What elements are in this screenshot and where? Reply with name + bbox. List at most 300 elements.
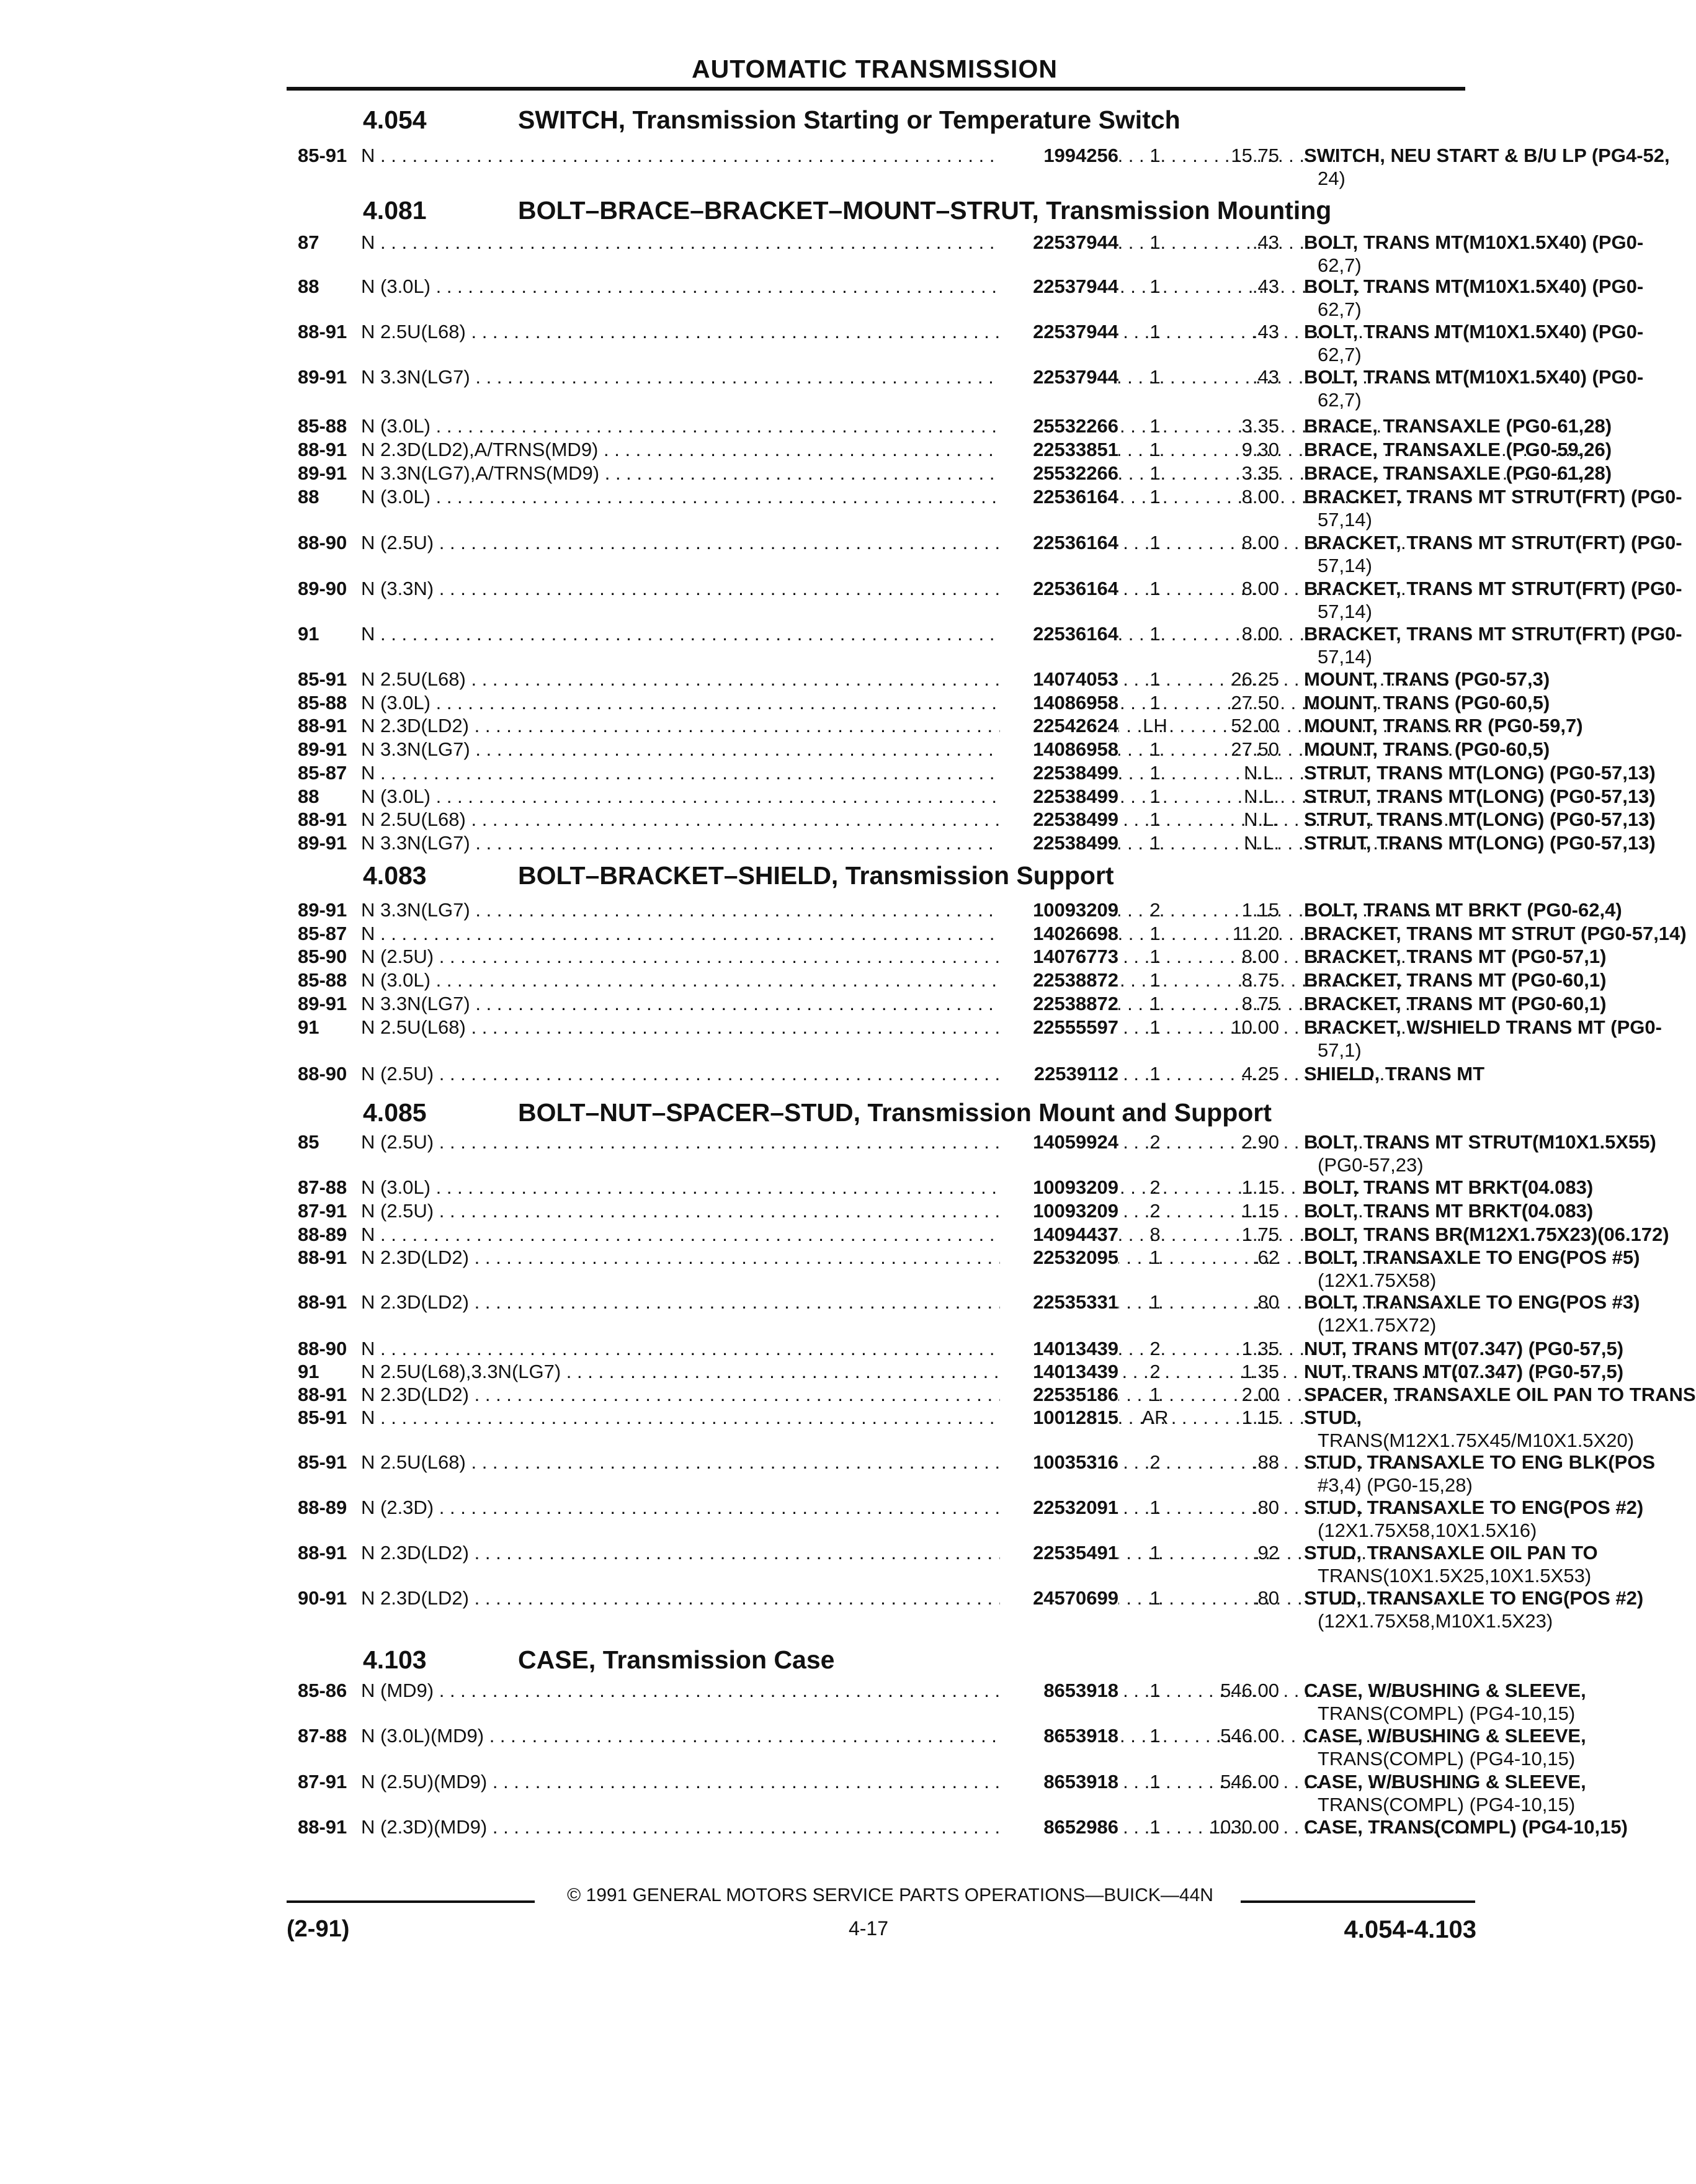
description bbox=[1304, 231, 1644, 277]
description-line-1: BRACE, TRANSAXLE (PG0-61,28) bbox=[1304, 415, 1612, 437]
quantity: 1 bbox=[1149, 623, 1161, 645]
quantity: LH bbox=[1143, 715, 1167, 736]
description-line-1: BRACKET, TRANS MT STRUT (PG0-57,14) bbox=[1304, 923, 1687, 944]
part-number: 24570699 bbox=[1000, 1587, 1118, 1609]
part-number: 22538872 bbox=[1000, 992, 1118, 1015]
price: .43 bbox=[1252, 275, 1279, 297]
description bbox=[1304, 1770, 1586, 1816]
description bbox=[1304, 1679, 1586, 1725]
price: 1.15 bbox=[1241, 1200, 1279, 1222]
description-line-1: BRACKET, TRANS MT STRUT(FRT) (PG0- bbox=[1304, 578, 1682, 599]
description-line-2: (PG0-57,23) bbox=[1318, 1154, 1424, 1176]
description-line-1: STRUT, TRANS MT(LONG) (PG0-57,13) bbox=[1304, 808, 1656, 830]
quantity: 1 bbox=[1149, 1063, 1161, 1085]
quantity: 1 bbox=[1149, 993, 1161, 1014]
quantity: 1 bbox=[1149, 415, 1161, 437]
description-line-2: (12X1.75X58,10X1.5X16) bbox=[1318, 1519, 1537, 1541]
model-years: 87-88 bbox=[298, 1725, 347, 1747]
price: 8.75 bbox=[1241, 969, 1279, 991]
part-number: 22538499 bbox=[1000, 831, 1118, 854]
model-years: 89-91 bbox=[298, 832, 347, 854]
part-number: 22555597 bbox=[1000, 1016, 1118, 1039]
application: N . . . bbox=[361, 1337, 997, 1360]
section-title: CASE, Transmission Case bbox=[518, 1645, 835, 1674]
application: N 3.3N(LG7) . . . bbox=[361, 992, 997, 1015]
model-years: 88-91 bbox=[298, 321, 347, 342]
part-number: 22537944 bbox=[1000, 365, 1118, 388]
model-years: 88-91 bbox=[298, 1291, 347, 1313]
model-years: 88-90 bbox=[298, 532, 347, 553]
price: 1.35 bbox=[1241, 1361, 1279, 1382]
quantity: 1 bbox=[1149, 145, 1161, 166]
description-line-1: STUD, bbox=[1304, 1407, 1362, 1428]
description bbox=[1304, 668, 1550, 691]
description-line-1: STUD, TRANSAXLE TO ENG(POS #2) bbox=[1304, 1587, 1644, 1609]
part-number: 1994256 bbox=[1000, 144, 1118, 167]
footer-copyright: © 1991 GENERAL MOTORS SERVICE PARTS OPERATIONS—BUICK—44N bbox=[567, 1885, 1213, 1905]
part-number: 10093209 bbox=[1000, 1176, 1118, 1199]
quantity: 1 bbox=[1149, 1771, 1161, 1792]
description bbox=[1304, 1062, 1490, 1085]
price: 8.00 bbox=[1241, 532, 1279, 553]
quantity: 1 bbox=[1149, 668, 1161, 690]
description-line-2: 57,14) bbox=[1318, 555, 1372, 576]
model-years: 85-91 bbox=[298, 668, 347, 690]
model-years: 88-91 bbox=[298, 808, 347, 830]
quantity: 1 bbox=[1149, 275, 1161, 297]
description-line-1: BOLT, TRANS MT BRKT (PG0-62,4) bbox=[1304, 899, 1622, 921]
quantity: 2 bbox=[1149, 1338, 1161, 1359]
description-line-1: BOLT, TRANS MT(M10X1.5X40) (PG0- bbox=[1304, 366, 1644, 388]
application: N . . . bbox=[361, 922, 997, 945]
description bbox=[1304, 1130, 1656, 1176]
section-title: SWITCH, Transmission Starting or Temperature Switch bbox=[518, 105, 1181, 134]
model-years: 90-91 bbox=[298, 1587, 347, 1609]
part-number: 22536164 bbox=[1000, 531, 1118, 554]
description bbox=[1304, 898, 1622, 921]
quantity: 1 bbox=[1149, 1246, 1161, 1268]
application: N (2.5U) . . . bbox=[361, 945, 997, 968]
description bbox=[1304, 320, 1644, 366]
model-years: 88 bbox=[298, 785, 319, 807]
description bbox=[1304, 1291, 1640, 1336]
price: .43 bbox=[1252, 231, 1279, 253]
description-line-2: 57,14) bbox=[1318, 601, 1372, 622]
part-number: 22535491 bbox=[1000, 1541, 1118, 1564]
description bbox=[1304, 1176, 1594, 1199]
part-number: 22542624 bbox=[1000, 714, 1118, 737]
description-line-2: TRANS(M12X1.75X45/M10X1.5X20) bbox=[1318, 1430, 1635, 1451]
application: N (3.0L) . . . bbox=[361, 485, 997, 508]
description-line-1: BRACKET, TRANS MT STRUT(FRT) (PG0- bbox=[1304, 532, 1682, 553]
price: 1.75 bbox=[1241, 1224, 1279, 1245]
quantity: 2 bbox=[1149, 1200, 1161, 1222]
description-line-2: 62,7) bbox=[1318, 344, 1362, 365]
price: 546.00 bbox=[1220, 1771, 1279, 1792]
description bbox=[1304, 1451, 1656, 1497]
part-number: 8653918 bbox=[1000, 1724, 1118, 1747]
description bbox=[1304, 275, 1644, 321]
quantity: 1 bbox=[1149, 321, 1161, 342]
description bbox=[1304, 1496, 1644, 1542]
description-line-1: CASE, W/BUSHING & SLEEVE, bbox=[1304, 1680, 1586, 1701]
quantity: 1 bbox=[1149, 923, 1161, 944]
description bbox=[1304, 144, 1670, 190]
model-years: 85-91 bbox=[298, 145, 347, 166]
description-line-1: MOUNT, TRANS (PG0-60,5) bbox=[1304, 738, 1550, 760]
description-line-1: MOUNT, TRANS (PG0-57,3) bbox=[1304, 668, 1550, 690]
description bbox=[1304, 577, 1682, 623]
application: N 2.3D(LD2),A/TRNS(MD9) . . . bbox=[361, 438, 997, 461]
price: 546.00 bbox=[1220, 1725, 1279, 1747]
description-line-1: BOLT, TRANS MT BRKT(04.083) bbox=[1304, 1200, 1594, 1222]
model-years: 89-91 bbox=[298, 899, 347, 921]
model-years: 89-91 bbox=[298, 366, 347, 388]
footer-rule-right bbox=[1241, 1900, 1475, 1903]
price: 11.20 bbox=[1232, 923, 1279, 944]
model-years: 85-88 bbox=[298, 415, 347, 437]
quantity: 1 bbox=[1149, 231, 1161, 253]
section-title: BOLT–BRACE–BRACKET–MOUNT–STRUT, Transmission Mounting bbox=[518, 196, 1332, 225]
price: 26.25 bbox=[1231, 668, 1279, 690]
model-years: 89-91 bbox=[298, 993, 347, 1014]
description bbox=[1304, 714, 1583, 737]
description-line-2: TRANS(COMPL) (PG4-10,15) bbox=[1318, 1703, 1576, 1724]
description-line-1: STUD, TRANSAXLE TO ENG BLK(POS bbox=[1304, 1451, 1656, 1473]
description-line-1: BRACE, TRANSAXLE (PG0-59,26) bbox=[1304, 439, 1612, 460]
price: N.L. bbox=[1244, 785, 1279, 807]
application: N 2.5U(L68) . . . bbox=[361, 320, 997, 343]
description-line-1: BOLT, TRANS MT STRUT(M10X1.5X55) bbox=[1304, 1131, 1656, 1153]
part-number: 10012815 bbox=[1000, 1406, 1118, 1429]
section-number: 4.103 bbox=[363, 1645, 427, 1674]
description bbox=[1304, 831, 1656, 854]
description-line-1: NUT, TRANS MT(07.347) (PG0-57,5) bbox=[1304, 1338, 1624, 1359]
price: .80 bbox=[1252, 1497, 1279, 1518]
description-line-1: BRACKET, W/SHIELD TRANS MT (PG0- bbox=[1304, 1016, 1662, 1038]
description-line-2: 62,7) bbox=[1318, 389, 1362, 411]
price: .88 bbox=[1252, 1451, 1279, 1473]
model-years: 87-88 bbox=[298, 1176, 347, 1198]
application: N (3.0L)(MD9) . . . bbox=[361, 1724, 997, 1747]
section-title: BOLT–NUT–SPACER–STUD, Transmission Mount and Support bbox=[518, 1098, 1272, 1127]
section-heading bbox=[363, 196, 1331, 225]
price: 8.00 bbox=[1241, 623, 1279, 645]
quantity: 1 bbox=[1149, 1542, 1161, 1564]
part-number: 22537944 bbox=[1000, 275, 1118, 298]
price: .92 bbox=[1252, 1542, 1279, 1564]
price: 15.75 bbox=[1231, 145, 1279, 166]
description bbox=[1304, 738, 1550, 761]
model-years: 91 bbox=[298, 623, 319, 645]
part-number: 22538499 bbox=[1000, 785, 1118, 808]
application: N (3.0L) . . . bbox=[361, 691, 997, 714]
application: N 2.5U(L68) . . . bbox=[361, 1451, 997, 1474]
price: 3.35 bbox=[1241, 415, 1279, 437]
price: 8.00 bbox=[1241, 946, 1279, 967]
part-number: 14076773 bbox=[1000, 945, 1118, 968]
description bbox=[1304, 761, 1656, 784]
part-number: 22532091 bbox=[1000, 1496, 1118, 1519]
application: N 2.3D(LD2) . . . bbox=[361, 1587, 997, 1609]
application: N (2.5U)(MD9) . . . bbox=[361, 1770, 997, 1793]
application: N 2.3D(LD2) . . . bbox=[361, 1541, 997, 1564]
quantity: 1 bbox=[1149, 692, 1161, 714]
description-line-1: MOUNT, TRANS (PG0-60,5) bbox=[1304, 692, 1550, 714]
price: .43 bbox=[1252, 321, 1279, 342]
application: N (2.3D)(MD9) . . . bbox=[361, 1815, 997, 1838]
price: 27.50 bbox=[1231, 738, 1279, 760]
part-number: 22536164 bbox=[1000, 622, 1118, 645]
description bbox=[1304, 462, 1612, 485]
quantity: 1 bbox=[1149, 532, 1161, 553]
part-number: 22532095 bbox=[1000, 1246, 1118, 1269]
part-number: 22533851 bbox=[1000, 438, 1118, 461]
description-line-2: (12X1.75X58,M10X1.5X23) bbox=[1318, 1610, 1553, 1632]
part-number: 25532266 bbox=[1000, 414, 1118, 437]
price: 3.35 bbox=[1241, 462, 1279, 484]
description-line-1: BOLT, TRANSAXLE TO ENG(POS #3) bbox=[1304, 1291, 1640, 1313]
price: .43 bbox=[1252, 366, 1279, 388]
description bbox=[1304, 1587, 1644, 1632]
model-years: 88-91 bbox=[298, 439, 347, 460]
model-years: 89-91 bbox=[298, 738, 347, 760]
part-number: 14059924 bbox=[1000, 1130, 1118, 1153]
application: N (3.0L) . . . bbox=[361, 275, 997, 298]
application: N (2.5U) . . . bbox=[361, 1062, 997, 1085]
model-years: 85-91 bbox=[298, 1451, 347, 1473]
model-years: 88-89 bbox=[298, 1497, 347, 1518]
section-number: 4.081 bbox=[363, 196, 427, 225]
part-number: 22535331 bbox=[1000, 1291, 1118, 1314]
application: N 2.3D(LD2) . . . bbox=[361, 714, 997, 737]
quantity: 1 bbox=[1149, 439, 1161, 460]
part-number: 22538499 bbox=[1000, 761, 1118, 784]
description-line-2: 57,1) bbox=[1318, 1039, 1362, 1061]
part-number: 22536164 bbox=[1000, 485, 1118, 508]
description bbox=[1304, 622, 1682, 668]
description-line-1: BRACKET, TRANS MT (PG0-60,1) bbox=[1304, 993, 1607, 1014]
application: N . . . bbox=[361, 144, 997, 167]
description-line-1: BOLT, TRANS MT(M10X1.5X40) (PG0- bbox=[1304, 275, 1644, 297]
model-years: 89-90 bbox=[298, 578, 347, 599]
price: 27.50 bbox=[1231, 692, 1279, 714]
quantity: 1 bbox=[1149, 1587, 1161, 1609]
model-years: 88-90 bbox=[298, 1063, 347, 1085]
description-line-1: SHIELD, TRANS MT bbox=[1304, 1063, 1485, 1085]
description-line-1: NUT, TRANS MT(07.347) (PG0-57,5) bbox=[1304, 1361, 1624, 1382]
footer-rule-left bbox=[287, 1900, 535, 1903]
part-number: 14094437 bbox=[1000, 1223, 1118, 1246]
application: N 3.3N(LG7) . . . bbox=[361, 831, 997, 854]
description-line-2: TRANS(10X1.5X25,10X1.5X53) bbox=[1318, 1565, 1592, 1587]
application: N 2.5U(L68),3.3N(LG7) . . . bbox=[361, 1360, 997, 1383]
quantity: 2 bbox=[1149, 1361, 1161, 1382]
part-number: 22538872 bbox=[1000, 969, 1118, 991]
description-line-1: CASE, W/BUSHING & SLEEVE, bbox=[1304, 1725, 1586, 1747]
description bbox=[1304, 1016, 1662, 1062]
quantity: 1 bbox=[1149, 1016, 1161, 1038]
part-number: 10093209 bbox=[1000, 898, 1118, 921]
application: N (2.3D) . . . bbox=[361, 1496, 997, 1519]
description-line-1: SPACER, TRANSAXLE OIL PAN TO TRANS bbox=[1304, 1384, 1696, 1405]
quantity: 1 bbox=[1149, 762, 1161, 784]
application: N . . . bbox=[361, 622, 997, 645]
application: N . . . bbox=[361, 1223, 997, 1246]
application: N 3.3N(LG7) . . . bbox=[361, 738, 997, 761]
price: 1.15 bbox=[1241, 1407, 1279, 1428]
application: N (3.0L) . . . bbox=[361, 414, 997, 437]
description-line-1: MOUNT, TRANS RR (PG0-59,7) bbox=[1304, 715, 1583, 736]
part-number: 10093209 bbox=[1000, 1199, 1118, 1222]
description bbox=[1304, 785, 1656, 808]
description-line-1: BRACKET, TRANS MT STRUT(FRT) (PG0- bbox=[1304, 623, 1682, 645]
description-line-1: BRACE, TRANSAXLE (PG0-61,28) bbox=[1304, 462, 1612, 484]
application: N (MD9) . . . bbox=[361, 1679, 997, 1702]
description bbox=[1304, 438, 1612, 461]
price: N.L. bbox=[1244, 832, 1279, 854]
description-line-1: STRUT, TRANS MT(LONG) (PG0-57,13) bbox=[1304, 762, 1656, 784]
description-line-2: 57,14) bbox=[1318, 509, 1372, 530]
model-years: 91 bbox=[298, 1361, 319, 1382]
application: N (3.0L) . . . bbox=[361, 969, 997, 991]
application: N . . . bbox=[361, 231, 997, 254]
price: 9.30 bbox=[1241, 439, 1279, 460]
application: N 2.3D(LD2) . . . bbox=[361, 1246, 997, 1269]
model-years: 88-91 bbox=[298, 715, 347, 736]
description-line-2: TRANS(COMPL) (PG4-10,15) bbox=[1318, 1748, 1576, 1770]
description-line-2: (12X1.75X58) bbox=[1318, 1269, 1437, 1291]
price: .80 bbox=[1252, 1587, 1279, 1609]
description bbox=[1304, 808, 1656, 831]
price: 10.00 bbox=[1231, 1016, 1279, 1038]
application: N (3.0L) . . . bbox=[361, 785, 997, 808]
description bbox=[1304, 969, 1607, 991]
quantity: 8 bbox=[1149, 1224, 1161, 1245]
description-line-1: CASE, W/BUSHING & SLEEVE, bbox=[1304, 1771, 1586, 1792]
description-line-1: STRUT, TRANS MT(LONG) (PG0-57,13) bbox=[1304, 785, 1656, 807]
model-years: 88-91 bbox=[298, 1816, 347, 1838]
model-years: 88 bbox=[298, 486, 319, 508]
description-line-1: STUD, TRANSAXLE TO ENG(POS #2) bbox=[1304, 1497, 1644, 1518]
description bbox=[1304, 1337, 1624, 1360]
description-line-2: TRANS(COMPL) (PG4-10,15) bbox=[1318, 1794, 1576, 1815]
model-years: 88 bbox=[298, 275, 319, 297]
price: .80 bbox=[1252, 1291, 1279, 1313]
application: N 2.3D(LD2) . . . bbox=[361, 1291, 997, 1314]
description bbox=[1304, 531, 1682, 577]
model-years: 85-86 bbox=[298, 1680, 347, 1701]
model-years: 88-89 bbox=[298, 1224, 347, 1245]
footer-date: (2-91) bbox=[287, 1916, 350, 1942]
part-number: 10035316 bbox=[1000, 1451, 1118, 1474]
quantity: 2 bbox=[1149, 899, 1161, 921]
price: N.L. bbox=[1244, 808, 1279, 830]
quantity: 1 bbox=[1149, 1291, 1161, 1313]
price: 52.00 bbox=[1231, 715, 1279, 736]
application: N 2.5U(L68) . . . bbox=[361, 808, 997, 831]
description-line-1: BOLT, TRANS MT(M10X1.5X40) (PG0- bbox=[1304, 321, 1644, 342]
model-years: 85-90 bbox=[298, 946, 347, 967]
description bbox=[1304, 414, 1612, 437]
description-line-1: BRACKET, TRANS MT (PG0-60,1) bbox=[1304, 969, 1607, 991]
part-number: 14074053 bbox=[1000, 668, 1118, 691]
description bbox=[1304, 922, 1687, 945]
section-heading bbox=[363, 1645, 834, 1675]
quantity: 1 bbox=[1149, 486, 1161, 508]
part-number: 8652986 bbox=[1000, 1815, 1118, 1838]
price: 8.00 bbox=[1241, 486, 1279, 508]
description-line-1: BOLT, TRANSAXLE TO ENG(POS #5) bbox=[1304, 1246, 1640, 1268]
application: N (3.3N) . . . bbox=[361, 577, 997, 600]
quantity: 2 bbox=[1149, 1131, 1161, 1153]
part-number: 14013439 bbox=[1000, 1337, 1118, 1360]
model-years: 88-91 bbox=[298, 1542, 347, 1564]
part-number: 22535186 bbox=[1000, 1383, 1118, 1406]
description-line-1: BRACKET, TRANS MT (PG0-57,1) bbox=[1304, 946, 1607, 967]
quantity: 1 bbox=[1149, 785, 1161, 807]
part-number: 22537944 bbox=[1000, 231, 1118, 254]
quantity: 1 bbox=[1149, 1384, 1161, 1405]
description bbox=[1304, 691, 1550, 714]
quantity: 1 bbox=[1149, 832, 1161, 854]
part-number: 8653918 bbox=[1000, 1679, 1118, 1702]
quantity: 1 bbox=[1149, 1497, 1161, 1518]
quantity: 1 bbox=[1149, 1680, 1161, 1701]
model-years: 85-91 bbox=[298, 1407, 347, 1428]
description bbox=[1304, 1406, 1635, 1452]
price: 1.15 bbox=[1241, 1176, 1279, 1198]
footer-page-number: 4-17 bbox=[848, 1917, 889, 1940]
description-line-2: 57,14) bbox=[1318, 646, 1372, 668]
model-years: 85-88 bbox=[298, 692, 347, 714]
description bbox=[1304, 1541, 1598, 1587]
part-number: 8653918 bbox=[1000, 1770, 1118, 1793]
price: 2.90 bbox=[1241, 1131, 1279, 1153]
description-line-2: 24) bbox=[1318, 168, 1346, 189]
description-line-1: STUD, TRANSAXLE OIL PAN TO bbox=[1304, 1542, 1598, 1564]
part-number: 25532266 bbox=[1000, 462, 1118, 485]
description-line-1: BOLT, TRANS BR(M12X1.75X23)(06.172) bbox=[1304, 1224, 1669, 1245]
part-number: 14026698 bbox=[1000, 922, 1118, 945]
application: N (2.5U) . . . bbox=[361, 1130, 997, 1153]
description-line-1: CASE, TRANS(COMPL) (PG4-10,15) bbox=[1304, 1816, 1628, 1838]
section-heading bbox=[363, 105, 1181, 135]
description bbox=[1304, 1360, 1624, 1383]
description bbox=[1304, 1223, 1669, 1246]
application: N 3.3N(LG7) . . . bbox=[361, 898, 997, 921]
model-years: 91 bbox=[298, 1016, 319, 1038]
part-number: 14086958 bbox=[1000, 691, 1118, 714]
section-heading bbox=[363, 861, 1114, 890]
model-years: 87-91 bbox=[298, 1200, 347, 1222]
description bbox=[1304, 1815, 1628, 1838]
description-line-1: BRACKET, TRANS MT STRUT(FRT) (PG0- bbox=[1304, 486, 1682, 508]
section-heading bbox=[363, 1098, 1272, 1127]
price: 4.25 bbox=[1241, 1063, 1279, 1085]
quantity: 1 bbox=[1149, 578, 1161, 599]
description-line-2: 62,7) bbox=[1318, 254, 1362, 276]
application: N 2.3D(LD2) . . . bbox=[361, 1383, 997, 1406]
quantity: 1 bbox=[1149, 969, 1161, 991]
description bbox=[1304, 1724, 1586, 1770]
section-number: 4.083 bbox=[363, 861, 427, 890]
model-years: 87 bbox=[298, 231, 319, 253]
application: N . . . bbox=[361, 1406, 997, 1429]
application: N 2.5U(L68) . . . bbox=[361, 668, 997, 691]
description bbox=[1304, 945, 1607, 968]
model-years: 88-90 bbox=[298, 1338, 347, 1359]
